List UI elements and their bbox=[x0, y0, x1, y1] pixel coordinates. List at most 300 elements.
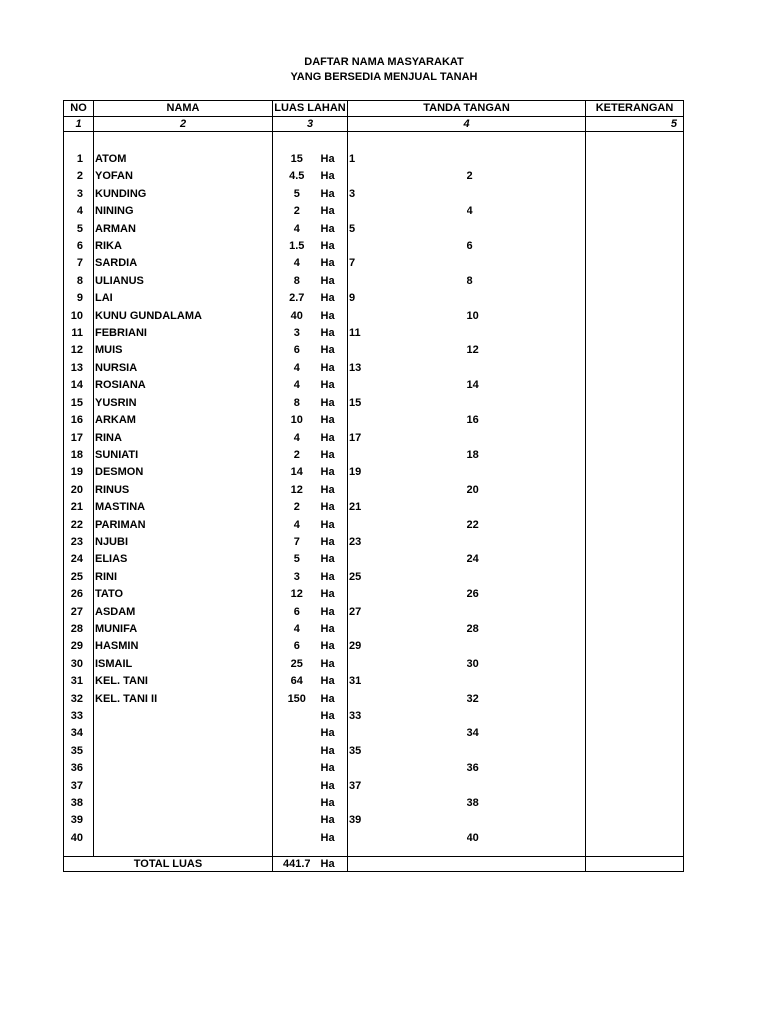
row-keterangan bbox=[586, 638, 684, 655]
row-name bbox=[94, 795, 273, 812]
row-signature-right bbox=[467, 499, 586, 516]
table-row bbox=[64, 360, 684, 377]
row-name bbox=[94, 812, 273, 829]
row-luas: 15 bbox=[290, 153, 303, 165]
row-name: RIKA bbox=[94, 238, 273, 255]
table-row bbox=[64, 778, 684, 795]
row-luas: 3 bbox=[293, 327, 300, 340]
row-signature-left: 19 bbox=[349, 466, 362, 479]
row-unit: Ha bbox=[321, 656, 348, 673]
header-luas: LUAS LAHAN bbox=[273, 101, 348, 117]
row-unit: Ha bbox=[321, 517, 348, 534]
row-number: 35 bbox=[64, 743, 94, 760]
row-luas: 2 bbox=[293, 205, 300, 218]
row-number: 38 bbox=[64, 795, 94, 812]
row-number: 34 bbox=[64, 725, 94, 742]
table-row bbox=[64, 638, 684, 655]
index-2: 2 bbox=[94, 117, 273, 132]
row-keterangan bbox=[586, 377, 684, 394]
row-signature-left: 39 bbox=[349, 814, 362, 827]
row-name: NJUBI bbox=[94, 534, 273, 551]
row-name: ASDAM bbox=[94, 604, 273, 621]
row-signature-right: 6 bbox=[466, 240, 473, 253]
row-signature-left: 31 bbox=[349, 675, 362, 688]
row-signature-right bbox=[467, 534, 586, 551]
table-row bbox=[64, 673, 684, 690]
row-name: SUNIATI bbox=[94, 447, 273, 464]
row-keterangan bbox=[586, 203, 684, 220]
row-luas: 2 bbox=[293, 448, 300, 461]
row-signature-left bbox=[348, 447, 467, 464]
row-signature-left: 29 bbox=[349, 640, 362, 653]
row-signature-left bbox=[348, 377, 467, 394]
row-keterangan bbox=[586, 708, 684, 725]
row-name bbox=[94, 760, 273, 777]
row-keterangan bbox=[586, 760, 684, 777]
row-keterangan bbox=[586, 255, 684, 272]
row-unit: Ha bbox=[321, 551, 348, 568]
row-keterangan bbox=[586, 830, 684, 847]
row-signature-right bbox=[467, 569, 586, 586]
row-keterangan bbox=[586, 569, 684, 586]
table-row bbox=[64, 534, 684, 551]
row-signature-right: 16 bbox=[466, 414, 479, 427]
spacer-row-bottom bbox=[64, 847, 684, 857]
table-row bbox=[64, 604, 684, 621]
row-signature-left bbox=[348, 795, 467, 812]
row-signature-right bbox=[467, 743, 586, 760]
table-row bbox=[64, 517, 684, 534]
row-keterangan bbox=[586, 621, 684, 638]
row-name: RINUS bbox=[94, 482, 273, 499]
index-row bbox=[64, 117, 684, 132]
total-label: TOTAL LUAS bbox=[64, 857, 273, 872]
row-luas bbox=[273, 760, 321, 777]
table-row bbox=[64, 830, 684, 847]
table-row bbox=[64, 255, 684, 272]
row-keterangan bbox=[586, 534, 684, 551]
row-unit: Ha bbox=[321, 673, 348, 690]
row-unit: Ha bbox=[321, 464, 348, 481]
row-unit: Ha bbox=[321, 604, 348, 621]
row-signature-right bbox=[467, 638, 586, 655]
row-signature-left: 37 bbox=[349, 779, 362, 792]
row-signature-right: 10 bbox=[466, 309, 479, 322]
row-signature-left: 25 bbox=[349, 570, 362, 583]
row-signature-right bbox=[467, 325, 586, 342]
row-signature-left: 27 bbox=[349, 605, 362, 618]
row-number: 7 bbox=[64, 255, 94, 272]
table-row bbox=[64, 290, 684, 307]
table-row bbox=[64, 238, 684, 255]
row-luas: 150 bbox=[287, 692, 306, 705]
row-signature-right: 40 bbox=[466, 831, 479, 844]
row-luas: 4 bbox=[293, 518, 300, 531]
row-luas: 5 bbox=[293, 553, 300, 566]
row-unit: Ha bbox=[321, 725, 348, 742]
row-unit: Ha bbox=[321, 638, 348, 655]
header-no: NO bbox=[64, 101, 94, 117]
row-luas: 5 bbox=[293, 187, 300, 200]
row-luas: 4.5 bbox=[289, 170, 305, 183]
row-keterangan bbox=[586, 691, 684, 708]
row-signature-left bbox=[348, 342, 467, 359]
row-signature-right: 4 bbox=[466, 205, 473, 218]
row-unit: Ha bbox=[321, 760, 348, 777]
row-luas: 4 bbox=[293, 379, 300, 392]
row-signature-left bbox=[348, 830, 467, 847]
row-luas bbox=[273, 778, 321, 795]
row-unit: Ha bbox=[321, 743, 348, 760]
table-row bbox=[64, 447, 684, 464]
row-number: 20 bbox=[64, 482, 94, 499]
row-name: PARIMAN bbox=[94, 517, 273, 534]
header-row bbox=[64, 101, 684, 117]
total-value: 441.7 bbox=[273, 857, 321, 872]
row-keterangan bbox=[586, 342, 684, 359]
table-row bbox=[64, 621, 684, 638]
row-signature-right: 32 bbox=[466, 692, 479, 705]
row-keterangan bbox=[586, 482, 684, 499]
row-number: 21 bbox=[64, 499, 94, 516]
row-unit: Ha bbox=[321, 812, 348, 829]
row-luas: 8 bbox=[293, 274, 300, 287]
total-keterangan bbox=[586, 857, 684, 872]
row-keterangan bbox=[586, 186, 684, 203]
row-keterangan bbox=[586, 430, 684, 447]
row-name: HASMIN bbox=[94, 638, 273, 655]
row-name: DESMON bbox=[94, 464, 273, 481]
row-name: KUNDING bbox=[94, 186, 273, 203]
table-row bbox=[64, 795, 684, 812]
row-signature-left bbox=[348, 412, 467, 429]
table-row bbox=[64, 586, 684, 603]
table-row bbox=[64, 395, 684, 412]
row-number: 39 bbox=[64, 812, 94, 829]
row-keterangan bbox=[586, 221, 684, 238]
row-number: 29 bbox=[64, 638, 94, 655]
row-number: 37 bbox=[64, 778, 94, 795]
row-name: MASTINA bbox=[94, 499, 273, 516]
row-signature-right bbox=[467, 812, 586, 829]
row-keterangan bbox=[586, 551, 684, 568]
land-table bbox=[63, 100, 684, 872]
row-keterangan bbox=[586, 586, 684, 603]
row-number: 3 bbox=[64, 186, 94, 203]
row-number: 10 bbox=[64, 308, 94, 325]
row-luas: 7 bbox=[293, 535, 300, 548]
row-number: 6 bbox=[64, 238, 94, 255]
row-unit: Ha bbox=[321, 377, 348, 394]
row-number: 4 bbox=[64, 203, 94, 220]
row-keterangan bbox=[586, 360, 684, 377]
title-line-2: YANG BERSEDIA MENJUAL TANAH bbox=[290, 71, 478, 83]
row-keterangan bbox=[586, 725, 684, 742]
row-unit: Ha bbox=[321, 290, 348, 307]
row-number: 25 bbox=[64, 569, 94, 586]
table-row bbox=[64, 743, 684, 760]
row-luas bbox=[273, 795, 321, 812]
row-luas: 4 bbox=[293, 222, 300, 235]
row-signature-left bbox=[348, 168, 467, 185]
row-keterangan bbox=[586, 604, 684, 621]
row-number: 8 bbox=[64, 273, 94, 290]
row-signature-left: 1 bbox=[349, 153, 356, 165]
row-signature-right bbox=[467, 708, 586, 725]
title-line-1: DAFTAR NAMA MASYARAKAT bbox=[304, 56, 464, 68]
row-number: 28 bbox=[64, 621, 94, 638]
row-keterangan bbox=[586, 325, 684, 342]
row-signature-right bbox=[467, 395, 586, 412]
row-unit: Ha bbox=[321, 708, 348, 725]
row-number: 33 bbox=[64, 708, 94, 725]
row-name: KEL. TANI II bbox=[94, 691, 273, 708]
row-number: 26 bbox=[64, 586, 94, 603]
row-signature-left: 9 bbox=[349, 292, 356, 305]
row-signature-left: 13 bbox=[349, 361, 362, 374]
row-name: KUNU GUNDALAMA bbox=[94, 308, 273, 325]
row-signature-right: 14 bbox=[466, 379, 479, 392]
row-keterangan bbox=[586, 273, 684, 290]
row-signature-left: 17 bbox=[349, 431, 362, 444]
row-unit: Ha bbox=[321, 830, 348, 847]
row-number: 31 bbox=[64, 673, 94, 690]
row-number: 30 bbox=[64, 656, 94, 673]
row-luas: 64 bbox=[290, 675, 303, 688]
row-signature-right bbox=[467, 221, 586, 238]
row-unit: Ha bbox=[321, 273, 348, 290]
row-name: ELIAS bbox=[94, 551, 273, 568]
row-signature-right bbox=[467, 430, 586, 447]
row-name: ULIANUS bbox=[94, 273, 273, 290]
row-keterangan bbox=[586, 395, 684, 412]
row-number: 16 bbox=[64, 412, 94, 429]
row-number: 1 bbox=[64, 151, 94, 168]
row-signature-right: 38 bbox=[466, 797, 479, 810]
row-signature-right: 24 bbox=[466, 553, 479, 566]
row-luas: 1.5 bbox=[289, 240, 305, 253]
row-number: 40 bbox=[64, 830, 94, 847]
row-keterangan bbox=[586, 656, 684, 673]
row-number: 19 bbox=[64, 464, 94, 481]
row-signature-right bbox=[467, 778, 586, 795]
row-number: 24 bbox=[64, 551, 94, 568]
row-unit: Ha bbox=[321, 168, 348, 185]
table-row bbox=[64, 499, 684, 516]
row-keterangan bbox=[586, 778, 684, 795]
row-number: 18 bbox=[64, 447, 94, 464]
row-unit: Ha bbox=[321, 308, 348, 325]
row-luas bbox=[273, 743, 321, 760]
row-unit: Ha bbox=[321, 569, 348, 586]
row-signature-right: 36 bbox=[466, 762, 479, 775]
row-signature-right bbox=[467, 255, 586, 272]
row-signature-right: 12 bbox=[466, 344, 479, 357]
table-row bbox=[64, 708, 684, 725]
row-signature-right: 20 bbox=[466, 483, 479, 496]
row-name: YUSRIN bbox=[94, 395, 273, 412]
row-luas: 40 bbox=[290, 309, 303, 322]
total-unit: Ha bbox=[321, 857, 348, 872]
row-luas: 2 bbox=[293, 501, 300, 514]
table-row bbox=[64, 273, 684, 290]
row-name: ARMAN bbox=[94, 221, 273, 238]
index-5: 5 bbox=[586, 117, 684, 132]
row-signature-left bbox=[348, 482, 467, 499]
row-name: SARDIA bbox=[94, 255, 273, 272]
row-signature-right bbox=[467, 360, 586, 377]
row-signature-right bbox=[467, 186, 586, 203]
row-number: 22 bbox=[64, 517, 94, 534]
header-keterangan: KETERANGAN bbox=[586, 101, 684, 117]
row-number: 14 bbox=[64, 377, 94, 394]
row-name bbox=[94, 778, 273, 795]
table-row bbox=[64, 377, 684, 394]
row-name: MUNIFA bbox=[94, 621, 273, 638]
table-row bbox=[64, 151, 684, 168]
row-unit: Ha bbox=[321, 499, 348, 516]
row-signature-left: 35 bbox=[349, 744, 362, 757]
row-signature-left: 15 bbox=[349, 396, 362, 409]
row-name: NINING bbox=[94, 203, 273, 220]
table-row bbox=[64, 656, 684, 673]
row-luas bbox=[273, 812, 321, 829]
row-number: 5 bbox=[64, 221, 94, 238]
row-luas: 4 bbox=[293, 257, 300, 270]
row-luas: 8 bbox=[293, 396, 300, 409]
row-signature-right: 26 bbox=[466, 588, 479, 601]
row-name bbox=[94, 725, 273, 742]
row-unit: Ha bbox=[321, 795, 348, 812]
header-nama: NAMA bbox=[94, 101, 273, 117]
row-keterangan bbox=[586, 447, 684, 464]
table-row bbox=[64, 342, 684, 359]
table-row bbox=[64, 221, 684, 238]
row-signature-left: 21 bbox=[349, 501, 362, 514]
row-name: RINA bbox=[94, 430, 273, 447]
index-1: 1 bbox=[64, 117, 94, 132]
row-signature-left bbox=[348, 760, 467, 777]
row-signature-left bbox=[348, 551, 467, 568]
row-unit: Ha bbox=[321, 238, 348, 255]
table-row bbox=[64, 569, 684, 586]
row-luas: 6 bbox=[293, 605, 300, 618]
row-unit: Ha bbox=[321, 778, 348, 795]
row-signature-right: 34 bbox=[466, 727, 479, 740]
table-row bbox=[64, 691, 684, 708]
row-unit: Ha bbox=[321, 395, 348, 412]
table-row bbox=[64, 186, 684, 203]
row-signature-left: 5 bbox=[349, 222, 356, 235]
total-signature bbox=[348, 857, 586, 872]
table-row bbox=[64, 725, 684, 742]
row-luas: 25 bbox=[290, 657, 303, 670]
row-luas: 2.7 bbox=[289, 292, 305, 305]
table-row bbox=[64, 325, 684, 342]
table-row bbox=[64, 482, 684, 499]
table-row bbox=[64, 464, 684, 481]
table-row bbox=[64, 551, 684, 568]
row-unit: Ha bbox=[321, 412, 348, 429]
row-luas: 12 bbox=[290, 483, 303, 496]
row-luas bbox=[273, 708, 321, 725]
row-luas: 4 bbox=[293, 622, 300, 635]
row-signature-left bbox=[348, 621, 467, 638]
row-signature-right bbox=[467, 673, 586, 690]
row-name: FEBRIANI bbox=[94, 325, 273, 342]
row-unit: Ha bbox=[321, 482, 348, 499]
row-name: KEL. TANI bbox=[94, 673, 273, 690]
row-signature-left: 33 bbox=[349, 710, 362, 722]
row-unit: Ha bbox=[321, 255, 348, 272]
row-luas: 6 bbox=[293, 640, 300, 653]
row-signature-right bbox=[467, 151, 586, 168]
row-number: 32 bbox=[64, 691, 94, 708]
row-signature-left bbox=[348, 273, 467, 290]
row-name: ATOM bbox=[94, 151, 273, 168]
row-signature-left bbox=[348, 725, 467, 742]
table-row bbox=[64, 430, 684, 447]
table-body bbox=[64, 132, 684, 848]
row-signature-left bbox=[348, 203, 467, 220]
row-signature-left: 3 bbox=[349, 187, 356, 200]
row-number: 2 bbox=[64, 168, 94, 185]
total-row bbox=[64, 857, 684, 872]
row-signature-left bbox=[348, 308, 467, 325]
row-luas: 12 bbox=[290, 588, 303, 601]
row-name: ROSIANA bbox=[94, 377, 273, 394]
table-row bbox=[64, 812, 684, 829]
index-3: 3 bbox=[273, 117, 348, 132]
row-luas: 4 bbox=[293, 431, 300, 444]
row-number: 15 bbox=[64, 395, 94, 412]
table-row bbox=[64, 412, 684, 429]
table-row bbox=[64, 308, 684, 325]
row-name bbox=[94, 830, 273, 847]
row-luas: 6 bbox=[293, 344, 300, 357]
row-signature-left bbox=[348, 238, 467, 255]
row-name bbox=[94, 743, 273, 760]
row-luas bbox=[273, 830, 321, 847]
row-keterangan bbox=[586, 517, 684, 534]
row-signature-left bbox=[348, 656, 467, 673]
row-signature-right bbox=[467, 290, 586, 307]
row-keterangan bbox=[586, 238, 684, 255]
row-signature-left bbox=[348, 586, 467, 603]
row-luas: 14 bbox=[290, 466, 303, 479]
row-signature-right: 28 bbox=[466, 622, 479, 635]
row-name: ISMAIL bbox=[94, 656, 273, 673]
row-name: RINI bbox=[94, 569, 273, 586]
row-unit: Ha bbox=[321, 586, 348, 603]
row-keterangan bbox=[586, 499, 684, 516]
header-tanda-tangan: TANDA TANGAN bbox=[348, 101, 586, 117]
row-name: YOFAN bbox=[94, 168, 273, 185]
row-keterangan bbox=[586, 673, 684, 690]
row-signature-right bbox=[467, 464, 586, 481]
row-signature-right: 22 bbox=[466, 518, 479, 531]
row-name: MUIS bbox=[94, 342, 273, 359]
row-keterangan bbox=[586, 308, 684, 325]
row-keterangan bbox=[586, 743, 684, 760]
row-unit: Ha bbox=[321, 447, 348, 464]
row-signature-right: 8 bbox=[466, 274, 473, 287]
row-keterangan bbox=[586, 795, 684, 812]
row-number: 11 bbox=[64, 325, 94, 342]
row-keterangan bbox=[586, 168, 684, 185]
row-signature-right bbox=[467, 604, 586, 621]
row-unit: Ha bbox=[321, 221, 348, 238]
